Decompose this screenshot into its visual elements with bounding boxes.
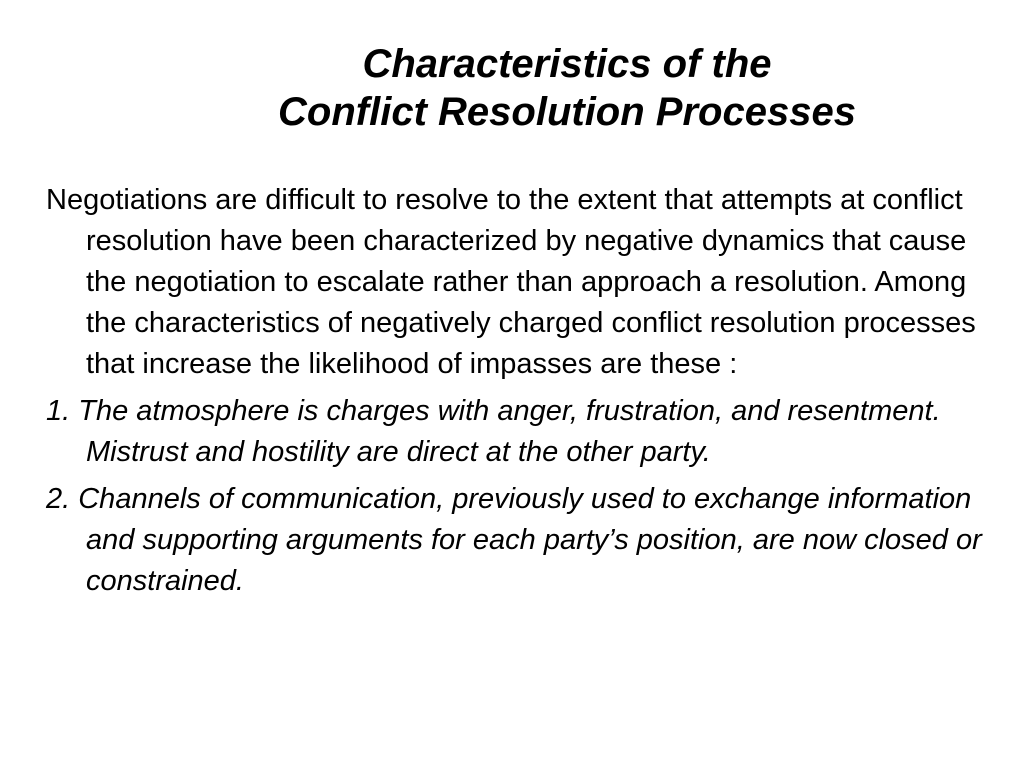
slide-title-line-1: Characteristics of the <box>362 42 772 86</box>
slide-title-line-2: Conflict Resolution Processes <box>278 90 856 134</box>
list-item-2: 2. Channels of communication, previously used to exchange information and supporting arguments for each party’s position, are now closed or constrained. <box>46 483 982 597</box>
intro-paragraph: Negotiations are difficult to resolve to the extent that attempts at conflict resolution have been characterized by negative dynamics that cause the negotiation to escalate rather than approach a resolution. Among the characteristics of negatively charged conflict resolution processes that increase the likelihood of impasses are these : <box>46 184 976 380</box>
list-item-1: 1. The atmosphere is charges with anger, frustration, and resentment. Mistrust and hostility are direct at the other party. <box>46 395 941 468</box>
slide-body <box>46 180 986 608</box>
slide-title <box>0 40 1024 136</box>
